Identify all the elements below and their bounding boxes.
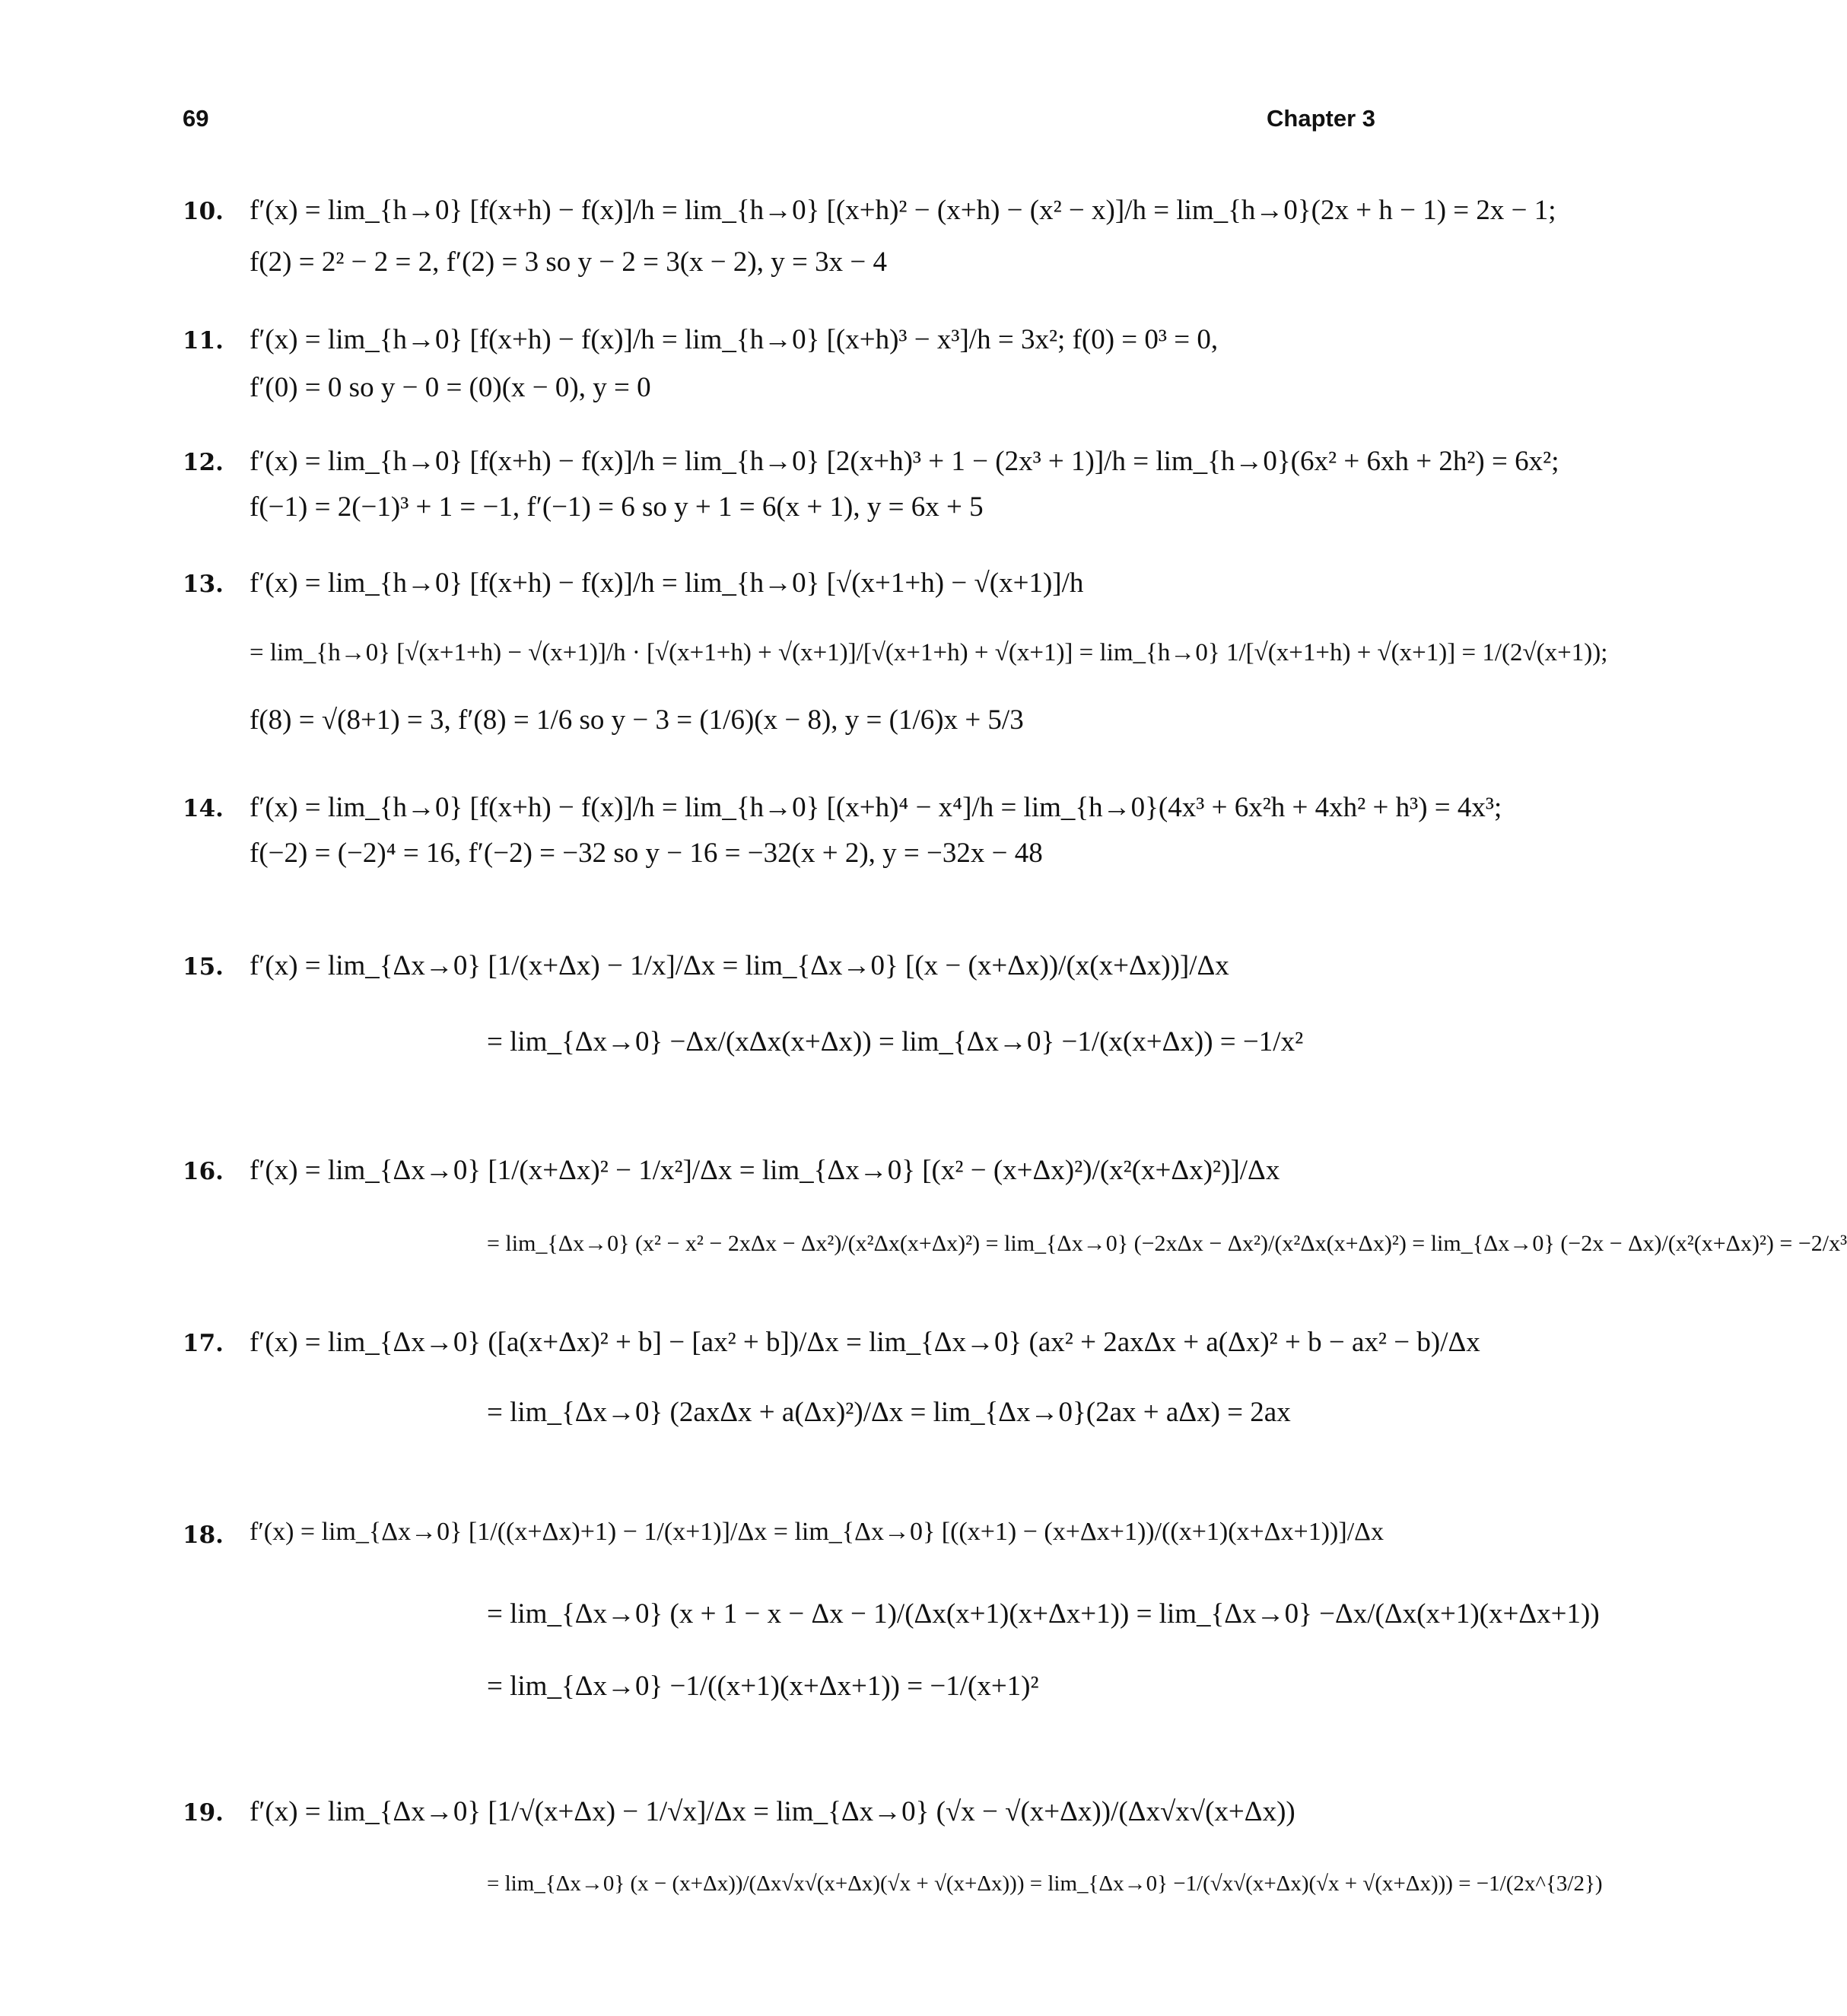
equation-line: f′(x) = lim_{h→0} [f(x+h) − f(x)]/h = lim_{h→0} [2(x+h)³ + 1 − (2x³ + 1)]/h = lim_{h→0}(6x² + 6xh + 2h²) = 6x²;: [250, 446, 1559, 477]
problem-13: [183, 548, 1608, 757]
problem-number: 16.: [183, 1158, 224, 1185]
page-number: 69: [183, 105, 209, 132]
equation-line: f′(x) = lim_{Δx→0} [1/((x+Δx)+1) − 1/(x+1)]/Δx = lim_{Δx→0} [((x+1) − (x+Δx+1))/((x+1)(x+Δx+1))]/Δx: [250, 1518, 1384, 1546]
equation-line: f′(x) = lim_{Δx→0} [1/(x+Δx)² − 1/x²]/Δx = lim_{Δx→0} [(x² − (x+Δx)²)/(x²(x+Δx)²)]/Δx: [250, 1155, 1280, 1186]
problem-number: 15.: [183, 953, 224, 981]
problem-11: [183, 304, 1384, 403]
problem-17: [183, 1301, 1480, 1453]
problem-number: 10.: [183, 198, 224, 225]
equation-line: f′(x) = lim_{h→0} [f(x+h) − f(x)]/h = lim_{h→0} [(x+h)⁴ − x⁴]/h = lim_{h→0}(4x³ + 6x²h + 4xh² + h³) = 4x³;: [250, 792, 1502, 823]
equation-line: f′(0) = 0 so y − 0 = (0)(x − 0), y = 0: [250, 372, 651, 403]
equation-line: = lim_{h→0} [√(x+1+h) − √(x+1)]/h · [√(x+1+h) + √(x+1)]/[√(x+1+h) + √(x+1)] = lim_{h→0} 1/[√(x+1+h) + √(x+1)] = 1/(2√(x+1));: [250, 639, 1608, 666]
equation-line: = lim_{Δx→0} (2axΔx + a(Δx)²)/Δx = lim_{Δx→0}(2ax + aΔx) = 2ax: [487, 1397, 1291, 1428]
problem-18: [183, 1468, 1600, 1727]
equation-line: = lim_{Δx→0} −Δx/(xΔx(x+Δx)) = lim_{Δx→0} −1/(x(x+Δx)) = −1/x²: [487, 1026, 1304, 1057]
equation-line: = lim_{Δx→0} (x − (x+Δx))/(Δx√x√(x+Δx)(√x + √(x+Δx))) = lim_{Δx→0} −1/(√x√(x+Δx)(√x + √(x+Δx))) = −1/(2x^{3/2}): [487, 1871, 1603, 1896]
problem-14: [183, 772, 1502, 869]
problem-number: 11.: [183, 327, 224, 355]
equation-line: f′(x) = lim_{Δx→0} ([a(x+Δx)² + b] − [ax² + b])/Δx = lim_{Δx→0} (ax² + 2axΔx + a(Δx)² + b − ax² − b)/Δx: [250, 1327, 1480, 1358]
equation-line: = lim_{Δx→0} (x² − x² − 2xΔx − Δx²)/(x²Δx(x+Δx)²) = lim_{Δx→0} (−2xΔx − Δx²)/(x²Δx(x+Δx)²) = lim_{Δx→0} (−2x − Δx)/(x²(x+Δx)²) = −2/x³: [487, 1231, 1847, 1256]
equation-line: f′(x) = lim_{h→0} [f(x+h) − f(x)]/h = lim_{h→0} [√(x+1+h) − √(x+1)]/h: [250, 568, 1084, 599]
equation-line: f(−2) = (−2)⁴ = 16, f′(−2) = −32 so y − 16 = −32(x + 2), y = −32x − 48: [250, 838, 1043, 869]
problem-number: 12.: [183, 449, 224, 476]
problem-10: [183, 186, 1556, 278]
equation-line: f′(x) = lim_{h→0} [f(x+h) − f(x)]/h = lim_{h→0} [(x+h)² − (x+h) − (x² − x)]/h = lim_{h→0}(2x + h − 1) = 2x − 1;: [250, 195, 1556, 226]
problem-number: 14.: [183, 795, 224, 822]
equation-line: f(8) = √(8+1) = 3, f′(8) = 1/6 so y − 3 = (1/6)(x − 8), y = (1/6)x + 5/3: [250, 704, 1024, 736]
chapter-title: Chapter 3: [1267, 105, 1375, 132]
problem-number: 17.: [183, 1330, 224, 1357]
equation-line: f′(x) = lim_{Δx→0} [1/√(x+Δx) − 1/√x]/Δx = lim_{Δx→0} (√x − √(x+Δx))/(Δx√x√(x+Δx)): [250, 1796, 1295, 1827]
equation-line: f′(x) = lim_{Δx→0} [1/(x+Δx) − 1/x]/Δx = lim_{Δx→0} [(x − (x+Δx))/(x(x+Δx))]/Δx: [250, 950, 1229, 981]
equation-line: = lim_{Δx→0} −1/((x+1)(x+Δx+1)) = −1/(x+1)²: [487, 1671, 1039, 1702]
problem-number: 19.: [183, 1799, 224, 1827]
problem-15: [183, 894, 1384, 1080]
problem-12: [183, 434, 1559, 525]
equation-line: f(2) = 2² − 2 = 2, f′(2) = 3 so y − 2 = 3(x − 2), y = 3x − 4: [250, 246, 887, 278]
problem-19: [183, 1742, 1603, 1940]
equation-line: f′(x) = lim_{h→0} [f(x+h) − f(x)]/h = lim_{h→0} [(x+h)³ − x³]/h = 3x²; f(0) = 0³ = 0,: [250, 324, 1219, 355]
problem-number: 18.: [183, 1522, 224, 1549]
problem-16: [183, 1095, 1847, 1286]
problem-number: 13.: [183, 571, 224, 598]
equation-line: f(−1) = 2(−1)³ + 1 = −1, f′(−1) = 6 so y + 1 = 6(x + 1), y = 6x + 5: [250, 491, 984, 523]
equation-line: = lim_{Δx→0} (x + 1 − x − Δx − 1)/(Δx(x+1)(x+Δx+1)) = lim_{Δx→0} −Δx/(Δx(x+1)(x+Δx+1)): [487, 1598, 1600, 1630]
